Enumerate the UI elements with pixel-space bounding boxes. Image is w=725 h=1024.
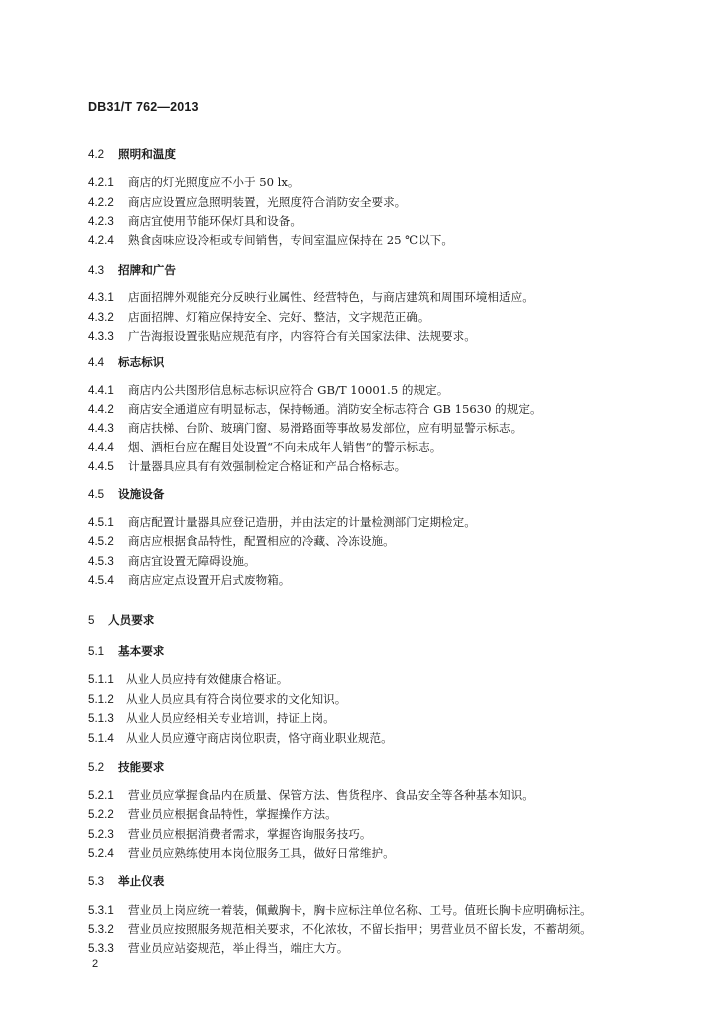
section-heading-5-2	[88, 759, 164, 776]
clause-number: 4.5.2	[88, 535, 114, 548]
clause-4-5-4	[88, 572, 290, 589]
clause-4-4-3	[88, 420, 522, 437]
clause-text: 从业人员应具有符合岗位要求的文化知识。	[126, 692, 347, 706]
clause-number: 4.3.3	[88, 330, 114, 343]
clause-4-5-2	[88, 533, 395, 550]
clause-text: 营业员应根据食品特性，掌握操作方法。	[128, 807, 337, 821]
clause-text: 商店的灯光照度应不小于 50 lx。	[128, 175, 300, 189]
document-code: DB31/T 762—2013	[88, 100, 199, 114]
section-heading-5-3	[88, 873, 164, 890]
section-heading-4-2	[88, 146, 176, 163]
clause-text: 商店扶梯、台阶、玻璃门窗、易滑路面等事故易发部位，应有明显警示标志。	[128, 421, 523, 435]
clause-5-1-3	[88, 710, 335, 727]
clause-number: 4.5.4	[88, 574, 114, 587]
clause-4-2-4	[88, 232, 453, 249]
clause-number: 4.2.1	[88, 176, 114, 189]
clause-4-5-1	[88, 514, 476, 531]
clause-5-3-1	[88, 902, 592, 919]
clause-4-2-2	[88, 194, 406, 211]
clause-5-1-2	[88, 691, 346, 708]
clause-number: 4.3.2	[88, 311, 114, 324]
clause-5-1-4	[88, 730, 393, 747]
section-title: 基本要求	[118, 644, 165, 658]
clause-text: 营业员应根据消费者需求，掌握咨询服务技巧。	[128, 827, 372, 841]
clause-text: 商店应根据食品特性，配置相应的冷藏、冷冻设施。	[128, 534, 395, 548]
clause-text: 从业人员应遵守商店岗位职责，恪守商业职业规范。	[126, 731, 393, 745]
clause-4-5-3	[88, 553, 256, 570]
clause-4-3-3	[88, 328, 476, 345]
clause-4-3-1	[88, 289, 534, 306]
clause-5-1-1	[88, 671, 288, 688]
clause-5-2-1	[88, 787, 534, 804]
clause-4-4-4	[88, 439, 441, 456]
section-number: 4.5	[88, 488, 105, 501]
clause-4-4-2	[88, 401, 542, 418]
clause-text: 从业人员应经相关专业培训，持证上岗。	[126, 711, 335, 725]
clause-number: 5.3.3	[88, 942, 114, 955]
clause-text: 店面招牌、灯箱应保持安全、完好、整洁，文字规范正确。	[128, 310, 430, 324]
section-heading-4-5	[88, 486, 164, 503]
clause-4-3-2	[88, 309, 429, 326]
clause-number: 4.4.4	[88, 441, 114, 454]
clause-text: 商店安全通道应有明显标志，保持畅通。消防安全标志符合 GB 15630 的规定。	[128, 402, 542, 416]
clause-4-2-1	[88, 174, 300, 191]
clause-number: 4.5.3	[88, 555, 114, 568]
section-title: 照明和温度	[118, 147, 176, 161]
chapter-heading-5	[88, 612, 154, 629]
clause-5-3-3	[88, 940, 348, 957]
clause-number: 5.2.4	[88, 847, 114, 860]
section-title: 技能要求	[118, 760, 165, 774]
clause-text: 广告海报设置张贴应规范有序，内容符合有关国家法律、法规要求。	[128, 329, 476, 343]
clause-number: 5.1.4	[88, 732, 114, 745]
clause-number: 5.1.3	[88, 712, 114, 725]
clause-number: 5.3.2	[88, 923, 114, 936]
clause-5-2-4	[88, 845, 395, 862]
clause-text: 商店内公共图形信息标志标识应符合 GB/T 10001.5 的规定。	[128, 383, 449, 397]
section-title: 标志标识	[118, 355, 165, 369]
section-number: 4.4	[88, 356, 105, 369]
clause-text: 营业员应按照服务规范相关要求，不化浓妆，不留长指甲；男营业员不留长发，不蓄胡须。	[128, 922, 592, 936]
clause-text: 从业人员应持有效健康合格证。	[126, 672, 289, 686]
chapter-title: 人员要求	[108, 613, 155, 627]
clause-number: 4.4.3	[88, 422, 114, 435]
section-number: 4.2	[88, 148, 105, 161]
section-title: 设施设备	[118, 487, 165, 501]
section-heading-5-1	[88, 643, 164, 660]
clause-number: 5.2.1	[88, 789, 114, 802]
clause-number: 4.5.1	[88, 516, 114, 529]
clause-text: 营业员应站姿规范，举止得当，端庄大方。	[128, 941, 349, 955]
section-number: 5.1	[88, 645, 105, 658]
clause-number: 5.2.3	[88, 828, 114, 841]
clause-4-4-1	[88, 382, 448, 399]
section-number: 5.2	[88, 761, 105, 774]
clause-number: 5.1.2	[88, 693, 114, 706]
clause-text: 计量器具应具有有效强制检定合格证和产品合格标志。	[128, 459, 407, 473]
clause-text: 熟食卤味应设冷柜或专间销售，专间室温应保持在 25 ℃以下。	[128, 233, 453, 247]
section-title: 举止仪表	[118, 874, 165, 888]
clause-5-2-3	[88, 826, 371, 843]
clause-number: 5.2.2	[88, 808, 114, 821]
clause-5-2-2	[88, 806, 337, 823]
clause-number: 5.1.1	[88, 673, 114, 686]
section-heading-4-3	[88, 262, 176, 279]
clause-text: 商店宜设置无障碍设施。	[128, 554, 256, 568]
page-number: 2	[92, 958, 99, 970]
clause-text: 商店宜使用节能环保灯具和设备。	[128, 214, 302, 228]
clause-text: 商店应设置应急照明装置，光照度符合消防安全要求。	[128, 195, 407, 209]
section-heading-4-4	[88, 354, 164, 371]
clause-4-2-3	[88, 213, 302, 230]
clause-number: 4.4.5	[88, 460, 114, 473]
section-title: 招牌和广告	[118, 263, 176, 277]
clause-text: 营业员应熟练使用本岗位服务工具，做好日常维护。	[128, 846, 395, 860]
chapter-number: 5	[88, 614, 95, 627]
clause-number: 5.3.1	[88, 904, 114, 917]
clause-number: 4.2.4	[88, 234, 114, 247]
clause-number: 4.3.1	[88, 291, 114, 304]
clause-number: 4.2.3	[88, 215, 114, 228]
clause-text: 店面招牌外观能充分反映行业属性、经营特色，与商店建筑和周围环境相适应。	[128, 290, 534, 304]
clause-text: 烟、酒柜台应在醒目处设置“不向未成年人销售”的警示标志。	[128, 440, 442, 454]
section-number: 4.3	[88, 264, 105, 277]
clause-number: 4.4.2	[88, 403, 114, 416]
clause-4-4-5	[88, 458, 406, 475]
clause-5-3-2	[88, 921, 592, 938]
clause-text: 营业员上岗应统一着装，佩戴胸卡，胸卡应标注单位名称、工号。值班长胸卡应明确标注。	[128, 903, 592, 917]
clause-text: 商店配置计量器具应登记造册，并由法定的计量检测部门定期检定。	[128, 515, 476, 529]
clause-text: 营业员应掌握食品内在质量、保管方法、售货程序、食品安全等各种基本知识。	[128, 788, 534, 802]
section-number: 5.3	[88, 875, 105, 888]
clause-number: 4.4.1	[88, 384, 114, 397]
clause-text: 商店应定点设置开启式废物箱。	[128, 573, 291, 587]
clause-number: 4.2.2	[88, 196, 114, 209]
